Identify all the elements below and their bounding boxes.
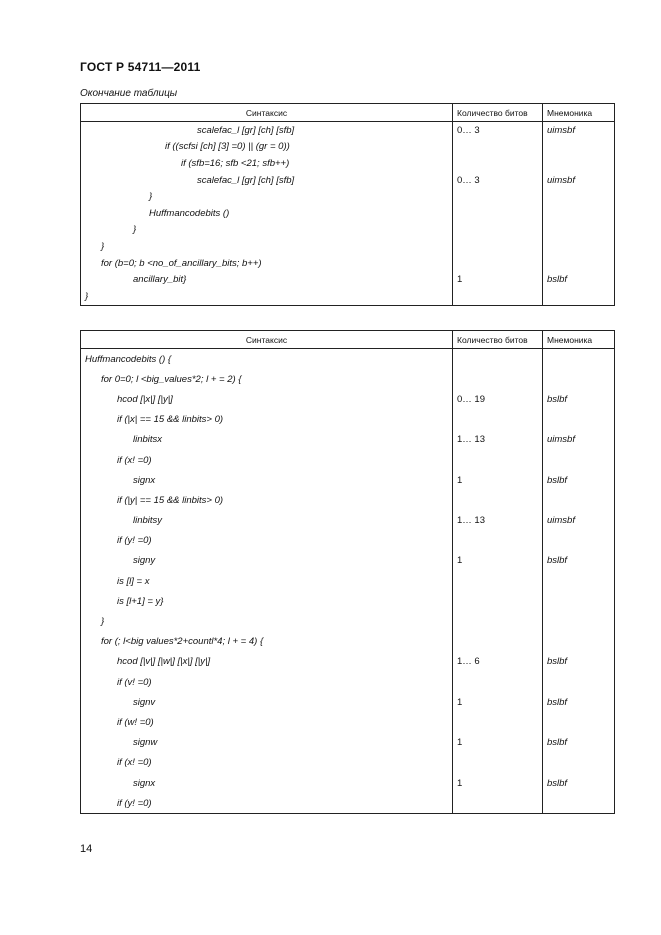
bits-cell (453, 632, 543, 652)
syntax-cell: signw (81, 733, 453, 753)
syntax-cell: scalefac_l [gr] [ch] [sfb] (81, 172, 453, 189)
table-row (81, 255, 615, 272)
table-row (81, 369, 615, 389)
mnemonic-cell (543, 238, 615, 255)
table-row (81, 571, 615, 591)
mnemonic-cell (543, 672, 615, 692)
mnemonic-cell (543, 205, 615, 222)
bits-cell: 0… 19 (453, 389, 543, 409)
bits-cell (453, 238, 543, 255)
bits-cell (453, 571, 543, 591)
table-row (81, 611, 615, 631)
bits-cell (453, 288, 543, 305)
syntax-cell: scalefac_l [gr] [ch] [sfb] (81, 122, 453, 139)
table-row (81, 712, 615, 732)
bits-cell (453, 712, 543, 732)
page-number: 14 (80, 843, 93, 855)
table-caption: Окончание таблицы (80, 88, 178, 99)
bits-cell (453, 349, 543, 370)
syntax-table-huffmancodebits (80, 330, 615, 814)
table-row (81, 288, 615, 305)
column-header-bits: Количество битов (453, 104, 543, 122)
mnemonic-cell: uimsbf (543, 430, 615, 450)
syntax-cell: if (|y| == 15 && linbits> 0) (81, 490, 453, 510)
mnemonic-cell (543, 531, 615, 551)
bits-cell: 1… 13 (453, 511, 543, 531)
mnemonic-cell (543, 793, 615, 814)
bits-cell (453, 753, 543, 773)
column-header-bits: Количество битов (453, 331, 543, 349)
bits-cell (453, 188, 543, 205)
bits-cell (453, 591, 543, 611)
table-row (81, 188, 615, 205)
bits-cell: 1 (453, 692, 543, 712)
syntax-cell: if (v! =0) (81, 672, 453, 692)
syntax-cell: } (81, 238, 453, 255)
mnemonic-cell (543, 632, 615, 652)
table-row (81, 222, 615, 239)
mnemonic-cell (543, 255, 615, 272)
mnemonic-cell: bslbf (543, 652, 615, 672)
column-header-mnemonic: Мнемоника (543, 104, 615, 122)
syntax-cell: } (81, 288, 453, 305)
table-row (81, 271, 615, 288)
table-row (81, 591, 615, 611)
mnemonic-cell: bslbf (543, 271, 615, 288)
table-row (81, 389, 615, 409)
syntax-cell: for (b=0; b <no_of_ancillary_bits; b++) (81, 255, 453, 272)
syntax-cell: hcod [|x|] [|y|] (81, 389, 453, 409)
syntax-cell: if ((scfsi [ch] [3] =0) || (gr = 0)) (81, 139, 453, 156)
syntax-cell: if (|x| == 15 && linbits> 0) (81, 410, 453, 430)
table-row (81, 652, 615, 672)
bits-cell (453, 255, 543, 272)
syntax-cell: linbitsx (81, 430, 453, 450)
table-row (81, 511, 615, 531)
table-header-row (81, 104, 615, 122)
table-row (81, 122, 615, 139)
table-row (81, 773, 615, 793)
bits-cell (453, 531, 543, 551)
mnemonic-cell: bslbf (543, 733, 615, 753)
table-row (81, 155, 615, 172)
bits-cell: 0… 3 (453, 172, 543, 189)
mnemonic-cell (543, 410, 615, 430)
mnemonic-cell (543, 369, 615, 389)
bits-cell: 1… 13 (453, 430, 543, 450)
mnemonic-cell: bslbf (543, 692, 615, 712)
bits-cell: 0… 3 (453, 122, 543, 139)
table-row (81, 410, 615, 430)
syntax-cell: signx (81, 773, 453, 793)
mnemonic-cell (543, 712, 615, 732)
table-row (81, 551, 615, 571)
table-row (81, 692, 615, 712)
mnemonic-cell: bslbf (543, 389, 615, 409)
table-row (81, 172, 615, 189)
table-row (81, 470, 615, 490)
mnemonic-cell (543, 155, 615, 172)
syntax-cell: } (81, 188, 453, 205)
bits-cell (453, 611, 543, 631)
table-row (81, 490, 615, 510)
mnemonic-cell (543, 188, 615, 205)
mnemonic-cell (543, 611, 615, 631)
table-row (81, 139, 615, 156)
bits-cell: 1 (453, 271, 543, 288)
mnemonic-cell: bslbf (543, 470, 615, 490)
bits-cell (453, 450, 543, 470)
syntax-cell: } (81, 611, 453, 631)
document-header: ГОСТ Р 54711—2011 (80, 60, 201, 74)
mnemonic-cell (543, 591, 615, 611)
syntax-cell: for 0=0; l <big_values*2; l + = 2) { (81, 369, 453, 389)
syntax-cell: if (w! =0) (81, 712, 453, 732)
bits-cell (453, 490, 543, 510)
table-row (81, 632, 615, 652)
bits-cell (453, 139, 543, 156)
syntax-cell: if (y! =0) (81, 793, 453, 814)
bits-cell: 1 (453, 551, 543, 571)
bits-cell (453, 672, 543, 692)
syntax-cell: if (x! =0) (81, 450, 453, 470)
syntax-cell: signy (81, 551, 453, 571)
mnemonic-cell: uimsbf (543, 511, 615, 531)
table-row (81, 205, 615, 222)
mnemonic-cell (543, 571, 615, 591)
table-row (81, 793, 615, 814)
mnemonic-cell: bslbf (543, 773, 615, 793)
table-row (81, 672, 615, 692)
syntax-cell: if (y! =0) (81, 531, 453, 551)
syntax-cell: if (sfb=16; sfb <21; sfb++) (81, 155, 453, 172)
table-header-row (81, 331, 615, 349)
bits-cell: 1 (453, 470, 543, 490)
syntax-cell: Huffmancodebits () { (81, 349, 453, 370)
syntax-cell: hcod [|v|] [|w|] [|x|] [|y|] (81, 652, 453, 672)
syntax-cell: if (x! =0) (81, 753, 453, 773)
mnemonic-cell (543, 450, 615, 470)
mnemonic-cell (543, 753, 615, 773)
syntax-cell: for (; l<big values*2+countl*4; l + = 4) { (81, 632, 453, 652)
mnemonic-cell (543, 222, 615, 239)
syntax-cell: is [l] = x (81, 571, 453, 591)
table-row (81, 349, 615, 370)
table-row (81, 238, 615, 255)
syntax-cell: linbitsy (81, 511, 453, 531)
table-row (81, 531, 615, 551)
bits-cell (453, 205, 543, 222)
syntax-cell: is [l+1] = y} (81, 591, 453, 611)
bits-cell (453, 155, 543, 172)
syntax-cell: signv (81, 692, 453, 712)
syntax-table-continued (80, 103, 615, 306)
mnemonic-cell (543, 349, 615, 370)
syntax-cell: Huffmancodebits () (81, 205, 453, 222)
mnemonic-cell: uimsbf (543, 172, 615, 189)
mnemonic-cell (543, 288, 615, 305)
bits-cell (453, 410, 543, 430)
column-header-syntax: Синтаксис (81, 104, 453, 122)
syntax-cell: } (81, 222, 453, 239)
mnemonic-cell (543, 490, 615, 510)
syntax-cell: ancillary_bit} (81, 271, 453, 288)
syntax-cell: signx (81, 470, 453, 490)
mnemonic-cell: bslbf (543, 551, 615, 571)
bits-cell (453, 793, 543, 814)
bits-cell (453, 222, 543, 239)
bits-cell (453, 369, 543, 389)
bits-cell: 1 (453, 773, 543, 793)
table-row (81, 753, 615, 773)
mnemonic-cell: uimsbf (543, 122, 615, 139)
mnemonic-cell (543, 139, 615, 156)
table-row (81, 430, 615, 450)
table-row (81, 733, 615, 753)
bits-cell: 1 (453, 733, 543, 753)
bits-cell: 1… 6 (453, 652, 543, 672)
table-row (81, 450, 615, 470)
column-header-mnemonic: Мнемоника (543, 331, 615, 349)
column-header-syntax: Синтаксис (81, 331, 453, 349)
